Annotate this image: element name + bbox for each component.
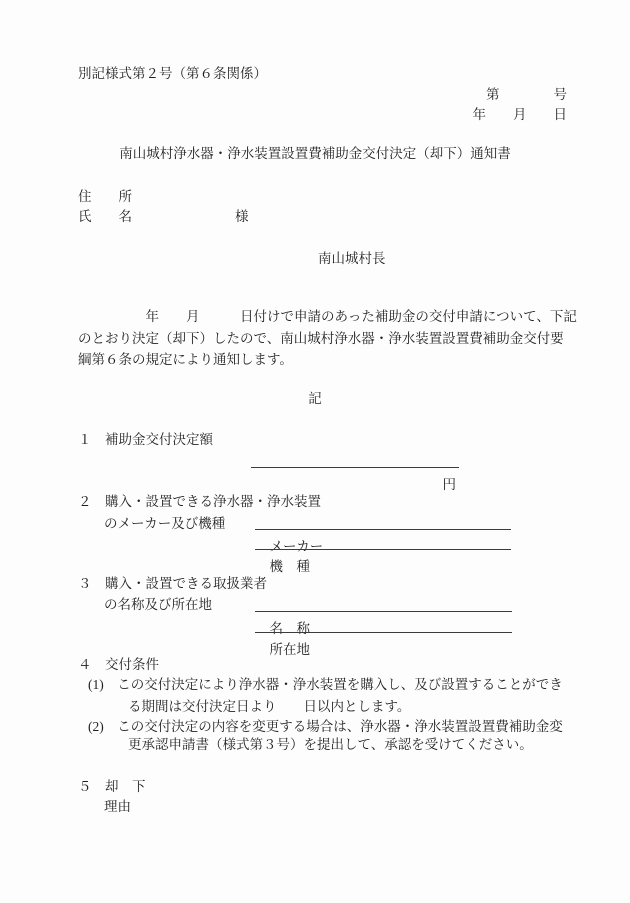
trader-address-blank-field: [255, 612, 512, 657]
body-paragraph-line-1: 年 月 日付けで申請のあった補助金の交付申請について、下記: [78, 309, 577, 324]
item4-heading: ４ 交付条件: [78, 657, 159, 672]
maker-blank-field: [255, 509, 511, 554]
date-label: 年 月 日: [472, 107, 567, 122]
sender-title: 南山城村長: [318, 251, 386, 266]
item5-reason-label: 理由: [104, 799, 131, 814]
recipient-name-label: 氏 名: [78, 209, 132, 224]
item1-heading: １ 補助金交付決定額: [78, 432, 213, 447]
maker-label: メーカー: [269, 539, 324, 554]
model-blank-field: [255, 529, 511, 574]
amount-blank-field: [251, 447, 459, 492]
trader-name-blank-field: [255, 591, 512, 636]
item3-heading: ３ 購入・設置できる取扱業者: [78, 576, 267, 591]
item4-clause2-line1: (2) この交付決定の内容を変更する場合は、浄水器・浄水装置設置費補助金変: [88, 719, 563, 734]
doc-number-label: 第 号: [486, 87, 567, 102]
item4-clause2-line2: 更承認申請書（様式第３号）を提出して、承認を受けてください。: [128, 737, 533, 752]
model-label: 機 種: [269, 559, 310, 574]
body-paragraph-line-3: 綱第６条の規定により通知します。: [78, 352, 293, 367]
item4-clause1-line1: (1) この交付決定により浄水器・浄水装置を購入し、及び設置することができ: [88, 677, 563, 692]
record-marker: 記: [308, 391, 322, 406]
item2-subheading: のメーカー及び機種: [104, 516, 226, 531]
trader-name-label: 名 称: [269, 621, 310, 636]
form-id-label: 別記様式第２号（第６条関係）: [78, 66, 267, 81]
trader-address-label: 所在地: [269, 642, 310, 657]
body-paragraph-line-2: のとおり決定（却下）したので、南山城村浄水器・浄水装置設置費補助金交付要: [78, 331, 564, 346]
item4-clause1-line2: る期間は交付決定日より 日以内とします。: [128, 699, 411, 714]
document-title: 南山城村浄水器・浄水装置設置費補助金交付決定（却下）通知書: [119, 146, 511, 161]
honorific-label: 様: [235, 209, 249, 224]
amount-unit-label: 円: [442, 477, 456, 492]
item3-subheading: の名称及び所在地: [104, 597, 212, 612]
recipient-address-label: 住 所: [78, 189, 132, 204]
item2-heading: ２ 購入・設置できる浄水器・浄水装置: [78, 494, 321, 509]
item5-heading: ５ 却 下: [78, 779, 146, 794]
